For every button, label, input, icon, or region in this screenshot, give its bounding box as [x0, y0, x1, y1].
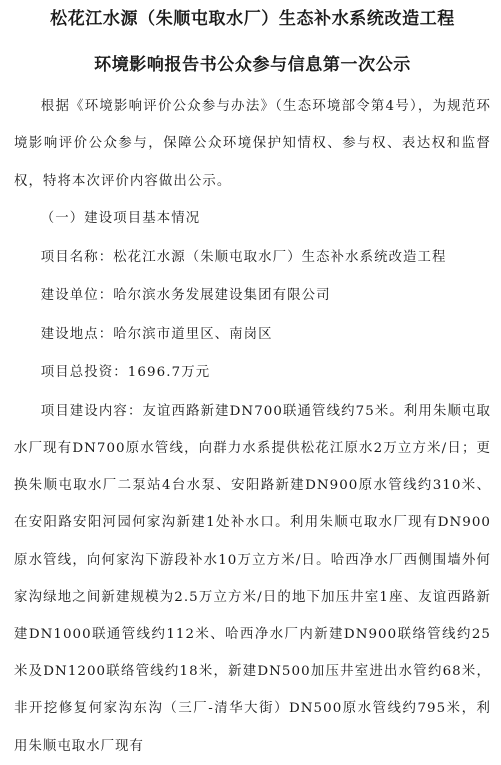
field-construction-unit: [14, 277, 491, 316]
document-title-line-2: 环境影响报告书公众参与信息第一次公示: [94, 55, 411, 75]
field-total-investment: [14, 354, 491, 393]
field-value: 哈尔滨市道里区、南岗区: [113, 326, 273, 342]
field-label: 项目总投资：: [40, 365, 128, 381]
section-heading: （一）建设项目基本情况: [40, 211, 201, 227]
field-value: 松花江水源（朱顺屯取水厂）生态补水系统改造工程: [113, 249, 447, 265]
field-value: 哈尔滨水务发展建设集团有限公司: [113, 288, 331, 304]
field-value: 友谊西路新建DN700联通管线约75米。利用朱顺屯取水厂现有DN700原水管线，向群力水系提供松花江原水2万立方米/日；更换朱顺屯取水厂二泵站4台水泵、安阳路新建DN900原水管线约310米、在安阳路安阳河园何家沟新建1处补水口。利用朱顺屯取水厂现有DN900原水管线，向何家沟下游段补水10万立方米/日。哈西净水厂西侧围墙外何家沟绿地之间新建规模为2.5万立方米/日的地下加压井室1座、友谊西路新建DN1000联通管线约112米、哈西净水厂内新建DN900联络管线约25米及DN1200联络管线约18米，新建DN500加压井室进出水管约68米，非开挖修复何家沟东沟（三厂-清华大街）DN500原水管线约795米，利用朱顺屯取水厂现有: [14, 403, 491, 754]
field-value: 1696.7万元: [127, 365, 211, 381]
field-construction-site: [14, 316, 491, 355]
field-construction-content: [14, 393, 491, 765]
field-label: 建设地点：: [40, 326, 114, 342]
field-label: 项目建设内容：: [40, 403, 143, 419]
field-project-name: [14, 239, 491, 278]
field-label: 项目名称：: [40, 249, 114, 265]
document-title-line-1: 松花江水源（朱顺屯取水厂）生态补水系统改造工程: [50, 9, 455, 29]
intro-paragraph: 根据《环境影响评价公众参与办法》（生态环境部令第4号），为规范环境影响评价公众参与，保障公众环境保护知情权、参与权、表达权和监督权，特将本次评价内容做出公示。: [14, 99, 491, 189]
field-label: 建设单位：: [40, 288, 114, 304]
